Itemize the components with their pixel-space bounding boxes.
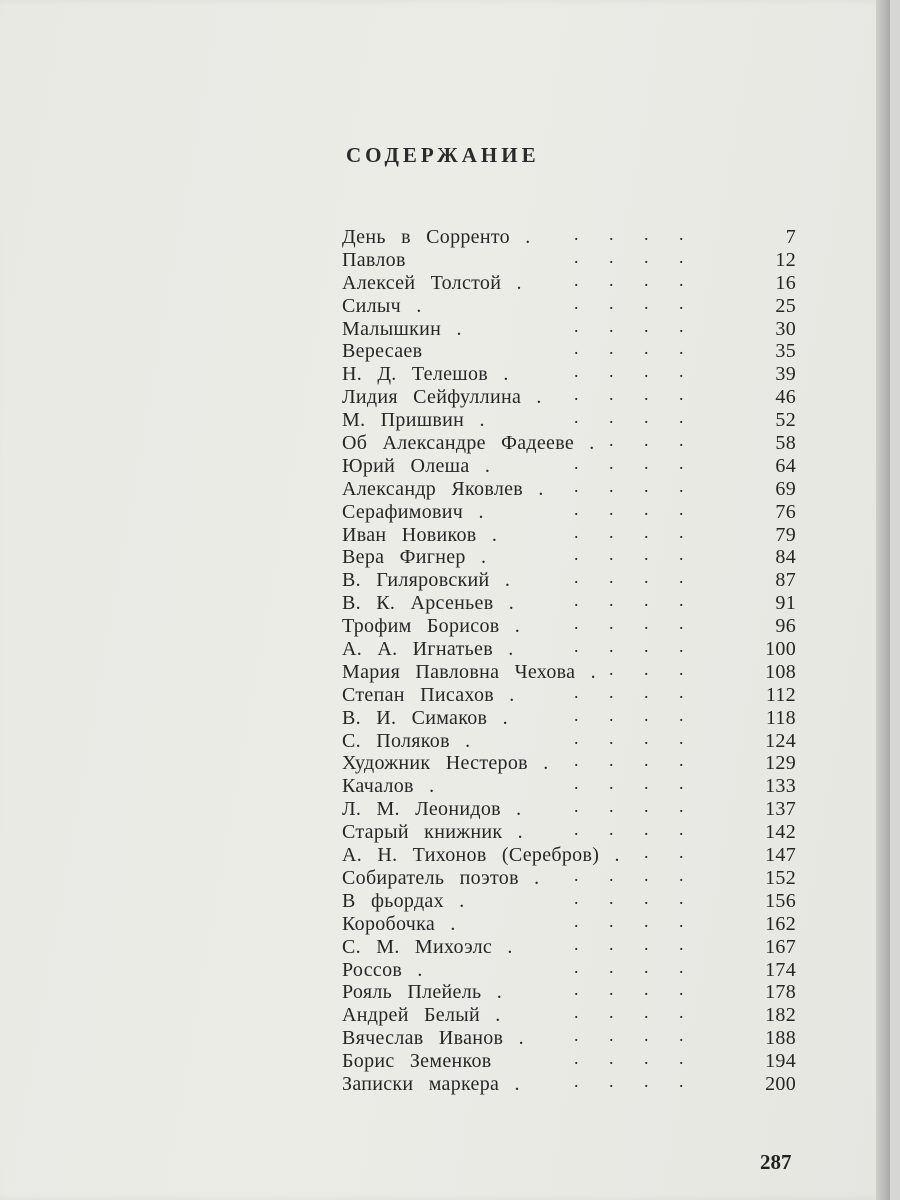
toc-entry-page: 112 <box>765 683 796 706</box>
toc-entry-title: С. Поляков . <box>342 729 471 752</box>
dot-leader: . . <box>644 842 684 863</box>
toc-entry-page: 156 <box>765 889 796 912</box>
toc-entry-title: Об Александре Фадееве . <box>342 432 595 455</box>
dot-leader: . . . . <box>574 1048 684 1069</box>
toc-entry-title: Коробочка . <box>342 912 456 935</box>
toc-entry-title: В фьордах . <box>342 889 465 912</box>
toc-entry-page: 167 <box>765 935 796 958</box>
toc-entry-title: Художник Нестеров . <box>342 752 549 775</box>
dot-leader: . . . . <box>574 269 684 290</box>
dot-leader: . . . . <box>574 315 684 336</box>
toc-entry-title: В. К. Арсеньев . <box>342 592 515 615</box>
toc-entry-title: Россов . <box>342 958 423 981</box>
toc-entry-title: Трофим Борисов . <box>342 615 521 638</box>
toc-entry-page: 39 <box>775 363 796 386</box>
toc-entry-title: Борис Земенков <box>342 1050 492 1073</box>
dot-leader: . . . . <box>574 864 684 885</box>
toc-entry-page: 174 <box>765 958 796 981</box>
toc-entry-page: 96 <box>775 615 796 638</box>
dot-leader: . . . . <box>574 613 684 634</box>
toc-entry-title: Алексей Толстой . <box>342 271 522 294</box>
toc-entry-page: 52 <box>775 409 796 432</box>
toc-entry-page: 147 <box>765 844 796 867</box>
toc-entry-page: 118 <box>765 706 796 729</box>
dot-leader: . . . . <box>574 544 684 565</box>
toc-entry-page: 25 <box>775 294 796 317</box>
toc-entry-title: Серафимович . <box>342 500 484 523</box>
toc-entry-title: Павлов <box>342 248 406 271</box>
dot-leader: . . . . <box>574 887 684 908</box>
toc-entry-title: Силыч . <box>342 294 422 317</box>
dot-leader: . . . . <box>574 246 684 267</box>
toc-entry-title: Мария Павловна Чехова . <box>342 660 596 683</box>
toc-entry-title: Иван Новиков . <box>342 523 498 546</box>
dot-leader: . . . . <box>574 773 684 794</box>
dot-leader: . . . . <box>574 590 684 611</box>
toc-entry-title: А. А. Игнатьев . <box>342 638 514 661</box>
dot-leader: . . . . <box>574 1070 684 1091</box>
dot-leader: . . . . <box>574 1002 684 1023</box>
page-number: 287 <box>760 1150 792 1174</box>
toc-entry-page: 133 <box>765 775 796 798</box>
toc-entry-title: Записки маркера . <box>342 1072 520 1095</box>
toc-entry-page: 79 <box>775 523 796 546</box>
toc-entry-title: Степан Писахов . <box>342 683 515 706</box>
toc-entry-page: 152 <box>765 866 796 889</box>
toc-entry-title: Н. Д. Телешов . <box>342 363 509 386</box>
toc-entry-page: 194 <box>765 1050 796 1073</box>
toc-entry-page: 12 <box>775 248 796 271</box>
dot-leader: . . . . <box>574 521 684 542</box>
dot-leader: . . . . <box>574 224 684 244</box>
dot-leader: . . . . <box>574 704 684 725</box>
dot-leader: . . . . <box>574 361 684 382</box>
dot-leader: . . . . <box>574 567 684 588</box>
toc-entry-page: 91 <box>775 592 796 615</box>
dot-leader: . . . . <box>574 1025 684 1046</box>
dot-leader: . . . . <box>574 384 684 405</box>
toc-entry-title: Вересаев <box>342 340 423 363</box>
dot-leader: . . . . <box>574 292 684 313</box>
toc-entry-page: 124 <box>765 729 796 752</box>
dot-leader: . . . . <box>574 956 684 977</box>
dot-leader: . . . . <box>574 979 684 1000</box>
toc-entry-page: 182 <box>765 1004 796 1027</box>
toc-entry-page: 35 <box>775 340 796 363</box>
page-title: СОДЕРЖАНИЕ <box>346 143 540 167</box>
toc-entry-title: Старый книжник . <box>342 821 523 844</box>
dot-leader: . . . . <box>574 475 684 496</box>
dot-leader: . . . . <box>574 727 684 748</box>
toc-entry-page: 178 <box>765 981 796 1004</box>
toc-entry-title: С. М. Михоэлс . <box>342 935 513 958</box>
dot-leader: . . . <box>609 658 684 679</box>
toc-entry-title: Юрий Олеша . <box>342 454 491 477</box>
toc-entry-page: 46 <box>775 386 796 409</box>
toc-entry-page: 84 <box>775 546 796 569</box>
toc-entry-title: В. Гиляровский . <box>342 569 511 592</box>
toc-entry-title: М. Пришвин . <box>342 409 485 432</box>
toc-entry-title: Вячеслав Иванов . <box>342 1027 524 1050</box>
dot-leader: . . . . <box>574 338 684 359</box>
dot-leader: . . . . <box>574 910 684 931</box>
toc-entry-page: 87 <box>775 569 796 592</box>
dot-leader: . . . . <box>574 498 684 519</box>
toc-entry-page: 69 <box>775 477 796 500</box>
toc-entry-title: Малышкин . <box>342 317 462 340</box>
table-of-contents <box>342 226 796 1096</box>
dot-leader: . . . . <box>574 750 684 771</box>
page-edge <box>876 0 890 1200</box>
toc-entry <box>342 1070 796 1096</box>
toc-entry-page: 200 <box>765 1072 796 1095</box>
toc-entry-title: А. Н. Тихонов (Серебров) . <box>342 844 620 867</box>
toc-entry-page: 142 <box>765 821 796 844</box>
toc-entry-title: Качалов . <box>342 775 435 798</box>
toc-entry-page: 16 <box>775 271 796 294</box>
toc-entry-page: 7 <box>785 226 796 248</box>
toc-entry-title: Рояль Плейель . <box>342 981 503 1004</box>
toc-entry-title: Собиратель поэтов . <box>342 866 540 889</box>
toc-entry-title: Андрей Белый . <box>342 1004 501 1027</box>
dot-leader: . . . <box>609 430 684 451</box>
dot-leader: . . . . <box>574 452 684 473</box>
toc-entry-title: День в Сорренто . <box>342 226 531 248</box>
toc-entry-page: 137 <box>765 798 796 821</box>
dot-leader: . . . . <box>574 407 684 428</box>
toc-entry-page: 30 <box>775 317 796 340</box>
toc-entry-page: 162 <box>765 912 796 935</box>
toc-entry-page: 64 <box>775 454 796 477</box>
dot-leader: . . . . <box>574 796 684 817</box>
toc-entry-title: Лидия Сейфуллина . <box>342 386 542 409</box>
toc-entry-page: 58 <box>775 432 796 455</box>
dot-leader: . . . . <box>574 933 684 954</box>
toc-entry-page: 100 <box>765 638 796 661</box>
toc-entry-page: 76 <box>775 500 796 523</box>
dot-leader: . . . . <box>574 681 684 702</box>
dot-leader: . . . . <box>574 819 684 840</box>
toc-entry-page: 188 <box>765 1027 796 1050</box>
toc-entry-title: Александр Яковлев . <box>342 477 544 500</box>
toc-entry-title: Вера Фигнер . <box>342 546 487 569</box>
toc-entry-title: Л. М. Леонидов . <box>342 798 522 821</box>
dot-leader: . . . . <box>574 636 684 657</box>
toc-entry-page: 129 <box>765 752 796 775</box>
toc-entry-page: 108 <box>765 660 796 683</box>
toc-entry-title: В. И. Симаков . <box>342 706 508 729</box>
